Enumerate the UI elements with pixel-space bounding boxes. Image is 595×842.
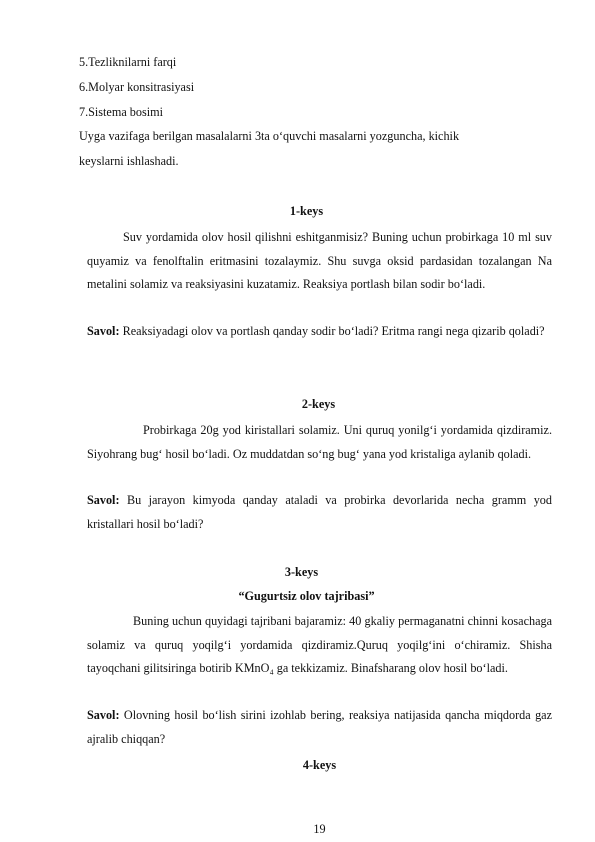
- list-item-5: 5.Tezliknilarni farqi: [79, 55, 177, 69]
- intro-line-1: Uyga vazifaga berilgan masalalarni 3ta o‘quvchi masalarni yozguncha, kichik: [79, 129, 460, 143]
- case-3-question-text: Olovning hosil bo‘lish sirini izohlab bering, reaksiya natijasida qancha miqdorda gaz ajralib chiqqan?: [87, 708, 552, 746]
- case-3-subtitle: “Gugurtsiz olov tajribasi”: [238, 589, 375, 603]
- case-1-question-label: Savol:: [87, 324, 120, 338]
- case-3-title: 3-keys: [284, 565, 319, 579]
- case-4-title: 4-keys: [302, 758, 337, 772]
- case-1-body: Suv yordamida olov hosil qilishni eshitganmisiz? Buning uchun probirkaga 10 ml suv quyamiz va fenolftalin eritmasini tozalaymiz. Shu suvga oksid pardasidan tozalangan Na metalini solamiz va reaksiyasini kuzatamiz. Reaksiya portlash bilan sodir bo‘ladi.: [87, 230, 552, 292]
- intro-line-2: keyslarni ishlashadi.: [79, 154, 179, 168]
- case-1-question-text: Reaksiyadagi olov va portlash qanday sodir bo‘ladi? Eritma rangi nega qizarib qoladi?: [119, 324, 545, 338]
- case-3-question: [87, 704, 552, 751]
- case-1-title: 1-keys: [289, 204, 324, 218]
- case-2-question: [87, 489, 552, 536]
- list-item-6: 6.Molyar konsitrasiyasi: [79, 80, 195, 94]
- case-2-question-text: Bu jarayon kimyoda qanday ataladi va probirka devorlarida necha gramm yod kristallari hosil bo‘ladi?: [87, 493, 552, 531]
- case-2-body: Probirkaga 20g yod kiristallari solamiz. Uni quruq yonilg‘i yordamida qizdiramiz. Siyohrang bug‘ hosil bo‘ladi. Oz muddatdan so‘ng bug‘ yana yod kristaliga aylanib qoladi.: [87, 423, 552, 461]
- case-3-body: Buning uchun quyidagi tajribani bajaramiz: 40 gkaliy permaganatni chinni kosachaga solamiz va quruq yoqilg‘i yordamida qizdiramiz.Quruq yoqilg‘ini o‘chiramiz. Shisha tayoqchani gilitsiringa botirib KMnO₄ ga tekkizamiz. Binafsharang olov hosil bo‘ladi.: [87, 614, 552, 676]
- case-1-question: [87, 320, 552, 344]
- page-number: 19: [313, 822, 326, 836]
- case-2-question-label: Savol:: [87, 493, 120, 507]
- list-item-7: 7.Sistema bosimi: [79, 105, 163, 119]
- case-2-title: 2-keys: [301, 397, 336, 411]
- case-3-question-label: Savol:: [87, 708, 120, 722]
